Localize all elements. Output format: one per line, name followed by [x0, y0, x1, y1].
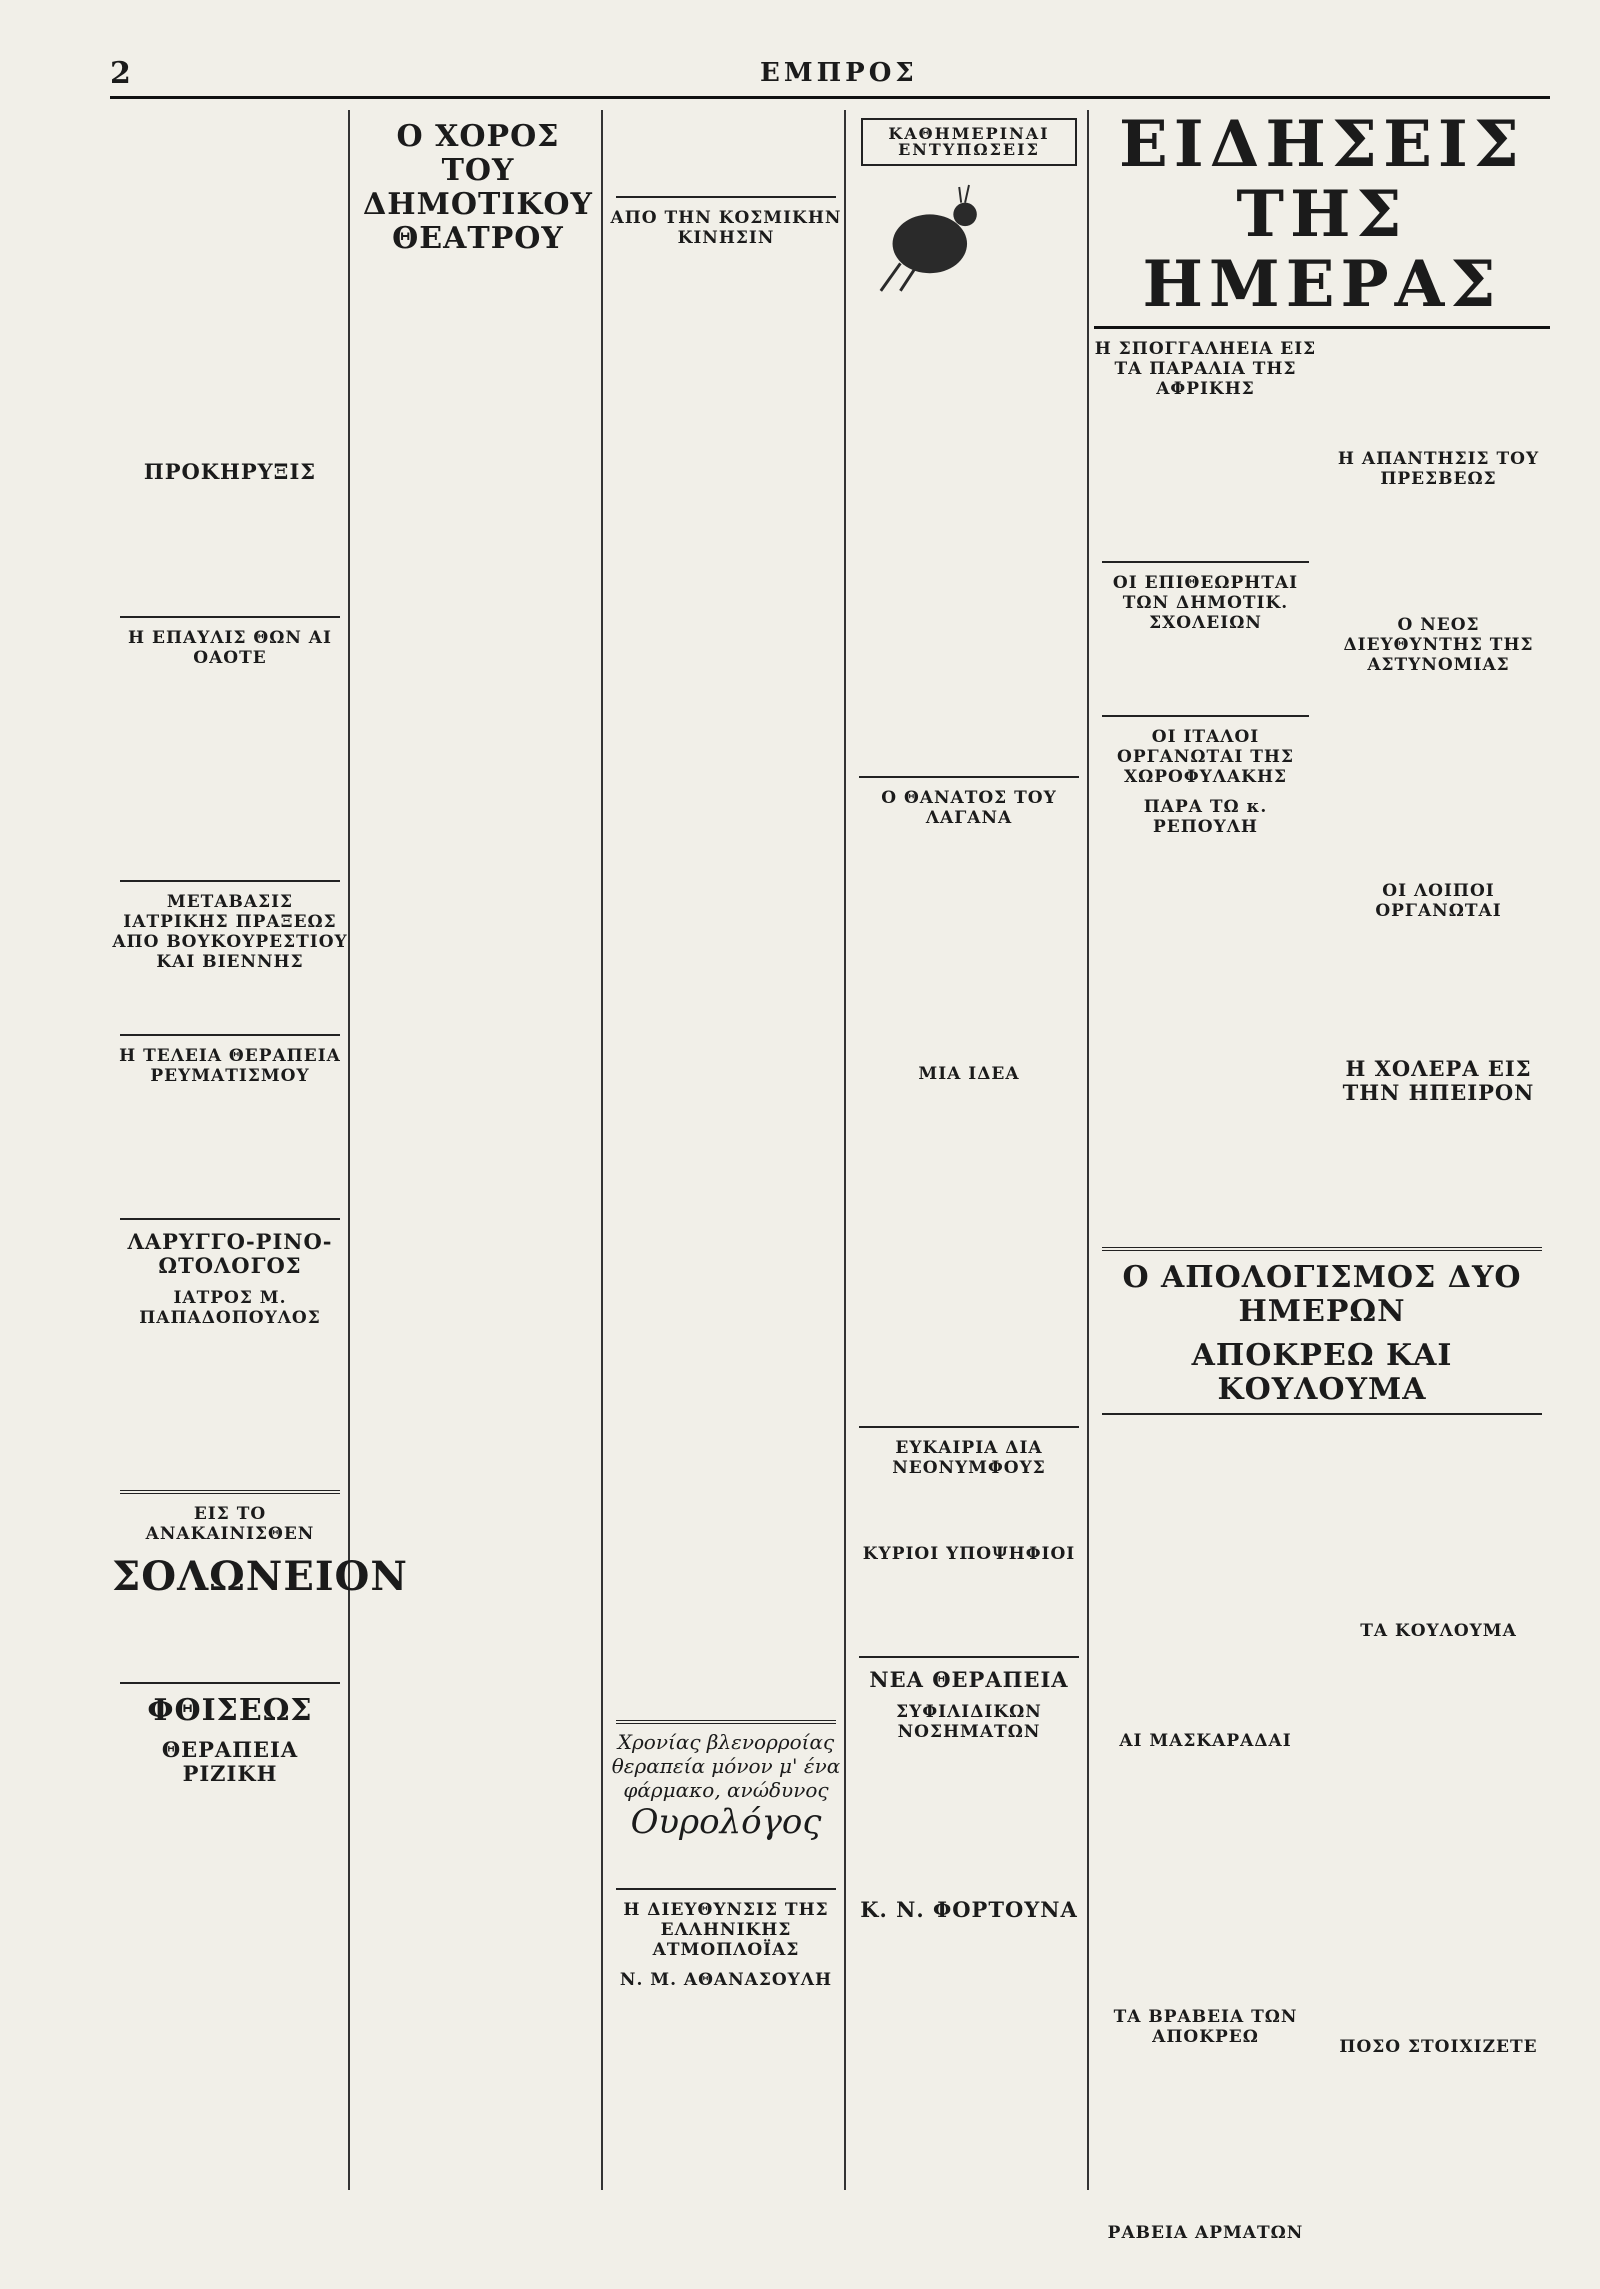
heading-mia-idea: ΜΙΑ ΙΔΕΑ — [918, 1064, 1020, 1084]
divider — [616, 1720, 836, 1724]
heading-diefthynsis: Η ΔΙΕΥΘΥΝΣΙΣ ΤΗΣ ΕΛΛΗΝΙΚΗΣ ΑΤΜΟΠΛΟΪΑΣ — [623, 1900, 829, 1960]
column-1 — [112, 110, 408, 2190]
heading-therapeia-riziki: ΘΕΡΑΠΕΙΑ ΡΙΖΙΚΗ — [161, 1737, 299, 1786]
column-4 — [851, 110, 1089, 2190]
apokreo-column-right — [1327, 1421, 1550, 2289]
text-block — [612, 1842, 840, 1882]
heading-loipoi: ΟΙ ΛΟΙΠΟΙ ΟΡΓΑΝΩΤΑΙ — [1375, 881, 1502, 921]
article-title-choros: Ο ΧΟΡΟΣ ΤΟΥ ΔΗΜΟΤΙΚΟΥ ΘΕΑΤΡΟΥ — [363, 119, 593, 256]
divider — [120, 1490, 340, 1494]
text-block — [855, 1484, 1083, 1534]
news-column-left — [1094, 329, 1317, 1241]
text-block — [1331, 329, 1546, 439]
heading-iatros: ΙΑΤΡΟΣ Μ. ΠΑΠΑΔΟΠΟΥΛΟΣ — [139, 1288, 321, 1328]
heading-vraveia: ΤΑ ΒΡΑΒΕΙΑ ΤΩΝ ΑΠΟΚΡΕΩ — [1113, 2007, 1298, 2047]
column-3 — [608, 110, 846, 2190]
heading-vraveia-armaton: ΡΑΒΕΙΑ ΑΡΜΑΤΩΝ — [1107, 2223, 1304, 2243]
text-block — [1098, 1757, 1313, 1997]
heading-fthiseos: ΦΘΙΣΕΩΣ — [147, 1693, 313, 1728]
text-block — [855, 1748, 1083, 1888]
apokreo-column-left — [1094, 1421, 1317, 2289]
heading-laryngo: ΛΑΡΥΓΓΟ-ΡΙΝΟ-ΩΤΟΛΟΓΟΣ — [127, 1229, 333, 1278]
text-block — [855, 300, 1083, 770]
divider — [120, 1682, 340, 1684]
text-block — [1331, 2063, 1546, 2213]
divider — [616, 1888, 836, 1890]
text-block — [1331, 1111, 1546, 1241]
heading-cholera: Η ΧΟΛΕΡΑ ΕΙΣ ΤΗΝ ΗΠΕΙΡΟΝ — [1342, 1056, 1535, 1105]
heading-neos-diefthyntis: Ο ΝΕΟΣ ΔΙΕΥΘΥΝΤΗΣ ΤΗΣ ΑΣΤΥΝΟΜΙΑΣ — [1343, 615, 1534, 675]
heading-poso: ΠΟΣΟ ΣΤΟΙΧΙΖΕΤΕ — [1339, 2037, 1538, 2057]
heading-athanasoulis: Ν. Μ. ΑΘΑΝΑΣΟΥΛΗ — [619, 1970, 833, 1990]
divider — [859, 1426, 1079, 1428]
heading-soloneion: ΣΟΛΩΝΕΙΟΝ — [112, 1553, 408, 1600]
banner-eidiseis: ΕΙΔΗΣΕΙΣ ΤΗΣ ΗΜΕΡΑΣ — [1094, 110, 1550, 329]
text-block — [612, 254, 840, 1714]
text-block — [116, 1334, 344, 1484]
heading-repoulin: ΠΑΡΑ ΤΩ κ. ΡΕΠΟΥΛΗ — [1143, 797, 1268, 837]
heading-anakainisthen: ΕΙΣ ΤΟ ΑΝΑΚΑΙΝΙΣΘΕΝ — [145, 1504, 315, 1544]
heading-apologismos: Ο ΑΠΟΛΟΓΙΣΜΟΣ ΔΥΟ ΗΜΕΡΩΝ — [1122, 1260, 1522, 1329]
divider — [1102, 561, 1309, 563]
ad-chronias: Χρονίας βλενορροίας θεραπεία μόνον μ' ένα φάρμακο, ανώδυνος — [611, 1730, 841, 1802]
heading-kyrioi: ΚΥΡΙΟΙ ΥΠΟΨΗΦΙΟΙ — [862, 1544, 1076, 1564]
divider — [1102, 715, 1309, 717]
text-block — [855, 1928, 1083, 2008]
text-block — [116, 1092, 344, 1212]
text-block — [1331, 927, 1546, 1047]
heading-fortouna: Κ. Ν. ΦΟΡΤΟΥΝΑ — [860, 1897, 1078, 1922]
text-block — [116, 490, 344, 610]
heading-enkairia: ΕΥΚΑΙΡΙΑ ΔΙΑ ΝΕΟΝΥΜΦΟΥΣ — [892, 1438, 1046, 1478]
divider — [120, 880, 340, 882]
column-5 — [1094, 107, 1550, 2243]
text-block — [116, 1792, 344, 2032]
heading-kathimerinai: ΚΑΘΗΜΕΡΙΝΑΙ ΕΝΤΥΠΩΣΕΙΣ — [888, 124, 1050, 159]
news-column-right — [1327, 329, 1550, 1241]
kathimerinai-box — [861, 118, 1077, 166]
text-block — [1098, 843, 1313, 1163]
page-number: 2 — [110, 56, 131, 91]
text-block — [116, 1606, 344, 1676]
apokreo-columns — [1094, 1421, 1550, 2289]
heading-apokreo: ΑΠΟΚΡΕΩ ΚΑΙ ΚΟΥΛΟΥΜΑ — [1191, 1338, 1453, 1407]
divider — [120, 616, 340, 618]
divider — [120, 1218, 340, 1220]
heading-syfilidikon: ΣΥΦΙΛΙΔΙΚΩΝ ΝΟΣΗΜΑΤΩΝ — [896, 1702, 1042, 1742]
text-block — [359, 262, 597, 2242]
divider — [1102, 1413, 1542, 1415]
divider — [859, 1656, 1079, 1658]
ad-ourologos: Ουρολόγος — [630, 1802, 822, 1842]
text-block — [855, 834, 1083, 1054]
heading-thanatos: Ο ΘΑΝΑΤΟΣ ΤΟΥ ΛΑΓΑΝΑ — [881, 788, 1057, 828]
paper-name: ΕΜΠΡΟΣ — [760, 58, 918, 88]
heading-epaulis: Η ΕΠΑΥΛΙΣ ΘΩΝ ΑΙ ΟΑΟΤΕ — [128, 628, 332, 668]
text-block — [855, 1570, 1083, 1650]
text-block — [1098, 2249, 1313, 2289]
heading-itali: ΟΙ ΙΤΑΛΟΙ ΟΡΓΑΝΩΤΑΙ ΤΗΣ ΧΩΡΟΦΥΛΑΚΗΣ — [1117, 727, 1294, 787]
heading-prokirixis: ΠΡΟΚΗΡΥΞΙΣ — [143, 459, 317, 484]
text-block — [1331, 495, 1546, 605]
news-columns — [1094, 329, 1550, 1241]
text-block — [116, 110, 344, 450]
text-block — [1098, 1421, 1313, 1721]
divider — [859, 776, 1079, 778]
masthead — [110, 56, 1550, 99]
heading-nea-therapeia: ΝΕΑ ΘΕΡΑΠΕΙΑ — [869, 1667, 1069, 1692]
heading-metavasis: ΜΕΤΑΒΑΣΙΣ ΙΑΤΡΙΚΗΣ ΠΡΑΞΕΩΣ ΑΠΟ ΒΟΥΚΟΥΡΕΣΤΙΟΥ ΚΑΙ ΒΙΕΝΝΗΣ — [112, 892, 348, 972]
peacock-icon — [871, 174, 1067, 294]
heading-apantisis: Η ΑΠΑΝΤΗΣΙΣ ΤΟΥ ΠΡΕΣΒΕΩΣ — [1337, 449, 1540, 489]
text-block — [612, 110, 840, 190]
text-block — [612, 1996, 840, 2116]
text-block — [116, 674, 344, 874]
heading-epitheoritai: ΟΙ ΕΠΙΘΕΩΡΗΤΑΙ ΤΩΝ ΔΗΜΟΤΙΚ. ΣΧΟΛΕΙΩΝ — [1112, 573, 1299, 633]
divider — [616, 196, 836, 198]
text-block — [1331, 1421, 1546, 1611]
heading-kosmiki-kinisi: ΑΠΟ ΤΗΝ ΚΟΣΜΙΚΗΝ ΚΙΝΗΣΙΝ — [610, 208, 842, 248]
heading-spoglaleia: Η ΣΠΟΓΓΑΛΗΕΙΑ ΕΙΣ ΤΑ ΠΑΡΑΛΙΑ ΤΗΣ ΑΦΡΙΚΗΣ — [1094, 339, 1317, 399]
heading-maskaradai: ΑΙ ΜΑΣΚΑΡΑΔΑΙ — [1119, 1731, 1292, 1751]
text-block — [1331, 681, 1546, 871]
divider — [1102, 1247, 1542, 1251]
text-block — [1331, 1647, 1546, 2027]
text-block — [116, 978, 344, 1028]
text-block — [1098, 639, 1313, 709]
divider — [120, 1034, 340, 1036]
text-block — [1098, 2053, 1313, 2213]
text-block — [1098, 405, 1313, 555]
heading-koulouma: ΤΑ ΚΟΥΛΟΥΜΑ — [1360, 1621, 1517, 1641]
column-2 — [355, 110, 603, 2190]
peacock-illustration — [871, 174, 1067, 294]
text-block — [855, 1090, 1083, 1420]
heading-therapeia-reumatismou: Η ΤΕΛΕΙΑ ΘΕΡΑΠΕΙΑ ΡΕΥΜΑΤΙΣΜΟΥ — [119, 1046, 341, 1086]
